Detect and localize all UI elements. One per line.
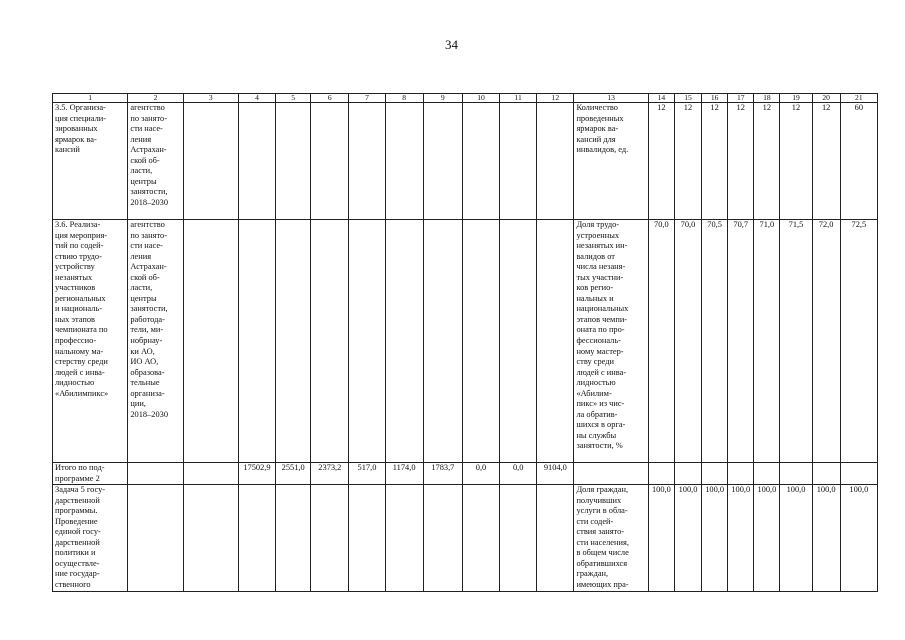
- activity-name-cell: Задача 5 госу- дарственной программы. Проведение единой госу- дарственной политики и осуществле- ние государ- ственного: [53, 485, 128, 591]
- executor-cell: [128, 463, 183, 485]
- finance-value-cell: [423, 220, 462, 463]
- indicator-value-cell: 100,0: [728, 485, 754, 591]
- indicator-value-cell: [648, 463, 674, 485]
- finance-value-cell: 0,0: [500, 463, 537, 485]
- finance-value-cell: [385, 220, 423, 463]
- indicator-value-cell: 100,0: [674, 485, 701, 591]
- finance-value-cell: [500, 485, 537, 591]
- indicator-name-cell: Доля граждан, получивших услуги в обла- сти содей- ствия занято- сти населения, в общем числе обратившихся граждан, имеющих пра-: [574, 485, 648, 591]
- indicator-value-cell: 12: [702, 103, 728, 220]
- finance-value-cell: [238, 220, 275, 463]
- column-number-12: 12: [537, 94, 574, 103]
- column-number-8: 8: [385, 94, 423, 103]
- indicator-value-cell: 70,0: [674, 220, 701, 463]
- indicator-value-cell: [812, 463, 840, 485]
- indicator-value-cell: 100,0: [702, 485, 728, 591]
- finance-value-cell: [537, 485, 574, 591]
- column-number-11: 11: [500, 94, 537, 103]
- page-number: 34: [445, 37, 458, 52]
- indicator-name-cell: [574, 463, 648, 485]
- column-number-1: 1: [53, 94, 128, 103]
- finance-value-cell: 2373,2: [311, 463, 349, 485]
- finance-value-cell: [276, 103, 311, 220]
- indicator-value-cell: [728, 463, 754, 485]
- finance-value-cell: [311, 485, 349, 591]
- column-number-9: 9: [423, 94, 462, 103]
- column-number-21: 21: [840, 94, 877, 103]
- indicator-value-cell: 12: [754, 103, 780, 220]
- indicator-value-cell: 70,0: [648, 220, 674, 463]
- indicator-value-cell: 70,5: [702, 220, 728, 463]
- finance-value-cell: 0,0: [462, 463, 499, 485]
- finance-value-cell: [276, 485, 311, 591]
- indicator-value-cell: 71,0: [754, 220, 780, 463]
- finance-value-cell: 9104,0: [537, 463, 574, 485]
- finance-value-cell: [349, 485, 385, 591]
- table-row: [53, 103, 878, 220]
- column-number-2: 2: [128, 94, 183, 103]
- finance-value-cell: 17502,9: [238, 463, 275, 485]
- column-number-row: [53, 94, 878, 103]
- finance-value-cell: [385, 485, 423, 591]
- column-number-18: 18: [754, 94, 780, 103]
- activity-name-cell: Итого по под- программе 2: [53, 463, 128, 485]
- finance-value-cell: [349, 103, 385, 220]
- finance-value-cell: [537, 220, 574, 463]
- finance-value-cell: [183, 485, 238, 591]
- finance-value-cell: 1783,7: [423, 463, 462, 485]
- finance-value-cell: [462, 103, 499, 220]
- indicator-name-cell: Доля трудо- устроенных незанятых ин- валидов от числа незаня- тых участни- ков регио- нальных и национальных этапов чемпи- оната по про- фессиональ- ному мастер- ству среди людей с инва- лидностью «Абилим- пикс» из чис- ла обратив- шихся в орга- ны службы занятости, %: [574, 220, 648, 463]
- finance-value-cell: 1174,0: [385, 463, 423, 485]
- finance-value-cell: [537, 103, 574, 220]
- executor-cell: [128, 485, 183, 591]
- column-number-13: 13: [574, 94, 648, 103]
- indicator-value-cell: 100,0: [648, 485, 674, 591]
- indicator-value-cell: 60: [840, 103, 877, 220]
- finance-value-cell: [311, 220, 349, 463]
- indicator-value-cell: [780, 463, 812, 485]
- indicator-value-cell: [840, 463, 877, 485]
- indicator-value-cell: [674, 463, 701, 485]
- finance-value-cell: 2551,0: [276, 463, 311, 485]
- indicator-value-cell: [754, 463, 780, 485]
- indicator-value-cell: 12: [812, 103, 840, 220]
- table-row: [53, 485, 878, 591]
- finance-value-cell: [183, 220, 238, 463]
- table-row: [53, 220, 878, 463]
- finance-value-cell: [276, 220, 311, 463]
- indicator-value-cell: 72,5: [840, 220, 877, 463]
- finance-value-cell: [423, 103, 462, 220]
- finance-value-cell: [462, 485, 499, 591]
- finance-value-cell: [183, 463, 238, 485]
- finance-value-cell: [500, 103, 537, 220]
- finance-value-cell: [349, 220, 385, 463]
- activity-name-cell: 3.6. Реализа- ция мероприя- тий по содей- ствию трудо- устройству незанятых участников региональных и националь- ных этапов чемпионата по профессио- нальному ма- стерству среди людей с инва- лидностью «Абилимпикс»: [53, 220, 128, 463]
- indicator-value-cell: 100,0: [780, 485, 812, 591]
- column-number-5: 5: [276, 94, 311, 103]
- finance-value-cell: [462, 220, 499, 463]
- finance-value-cell: [311, 103, 349, 220]
- indicator-value-cell: 12: [674, 103, 701, 220]
- column-number-20: 20: [812, 94, 840, 103]
- finance-value-cell: [238, 485, 275, 591]
- indicator-value-cell: 72,0: [812, 220, 840, 463]
- column-number-14: 14: [648, 94, 674, 103]
- indicator-value-cell: 12: [780, 103, 812, 220]
- indicator-value-cell: 12: [728, 103, 754, 220]
- table-row: [53, 463, 878, 485]
- column-number-17: 17: [728, 94, 754, 103]
- executor-cell: агентство по занято- сти насе- ления Астрахан- ской об- ласти, центры занятости, 2018–2030: [128, 103, 183, 220]
- indicator-name-cell: Количество проведенных ярмарок ва- кансий для инвалидов, ед.: [574, 103, 648, 220]
- indicator-value-cell: 100,0: [754, 485, 780, 591]
- column-number-19: 19: [780, 94, 812, 103]
- indicator-value-cell: 71,5: [780, 220, 812, 463]
- column-number-15: 15: [674, 94, 701, 103]
- finance-value-cell: [500, 220, 537, 463]
- finance-value-cell: [385, 103, 423, 220]
- indicator-value-cell: 100,0: [840, 485, 877, 591]
- finance-value-cell: [238, 103, 275, 220]
- finance-value-cell: [423, 485, 462, 591]
- finance-value-cell: [183, 103, 238, 220]
- column-number-7: 7: [349, 94, 385, 103]
- indicator-value-cell: 12: [648, 103, 674, 220]
- column-number-6: 6: [311, 94, 349, 103]
- activity-name-cell: 3.5. Организа- ция специали- зированных ярмарок ва- кансий: [53, 103, 128, 220]
- column-number-10: 10: [462, 94, 499, 103]
- indicator-value-cell: [702, 463, 728, 485]
- indicator-value-cell: 100,0: [812, 485, 840, 591]
- program-table: [52, 93, 878, 592]
- column-number-3: 3: [183, 94, 238, 103]
- column-number-4: 4: [238, 94, 275, 103]
- executor-cell: агентство по занято- сти насе- ления Астрахан- ской об- ласти, центры занятости, работода- тели, ми- нобрнау- ки АО, ИО АО, образова- тельные организа- ции, 2018–2030: [128, 220, 183, 463]
- finance-value-cell: 517,0: [349, 463, 385, 485]
- column-number-16: 16: [702, 94, 728, 103]
- indicator-value-cell: 70,7: [728, 220, 754, 463]
